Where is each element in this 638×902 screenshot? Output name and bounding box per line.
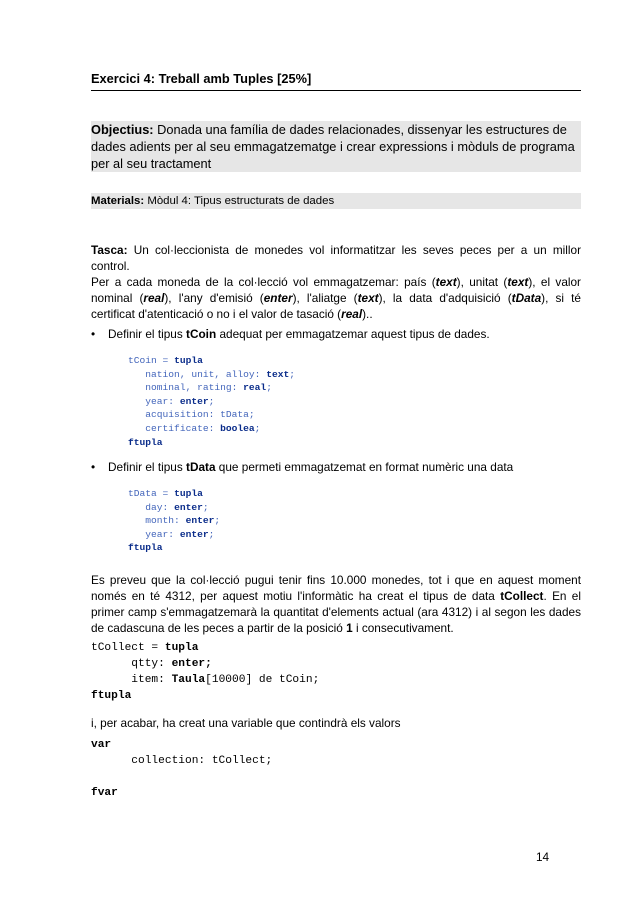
exercise-heading: Exercici 4: Treball amb Tuples [25%] bbox=[91, 71, 312, 86]
bullet-icon: • bbox=[91, 327, 96, 341]
code-tcollect: tCollect = tupla qtty: enter; item: Taula[10000] de tCoin; ftupla bbox=[91, 642, 320, 702]
code-tdata: tData = tupla day: enter; month: enter; year: enter; ftupla bbox=[128, 488, 221, 554]
bullet-icon: • bbox=[91, 460, 96, 474]
materials-text: Mòdul 4: Tipus estructurats de dades bbox=[144, 195, 335, 207]
page-number: 14 bbox=[536, 850, 550, 864]
materials-box bbox=[91, 193, 581, 209]
heading-rule bbox=[91, 90, 581, 91]
objectives-label: Objectius: bbox=[91, 122, 154, 137]
task-label: Tasca: bbox=[91, 243, 128, 257]
code-tcoin: tCoin = tupla nation, unit, alloy: text; nominal, rating: real; year: enter; acquisition: tData; certificate: boolea; ftupla bbox=[128, 355, 295, 448]
materials-label: Materials: bbox=[91, 195, 145, 207]
task-paragraph: Tasca: Un col·leccionista de monedes vol informatitzar les seves peces per a un millor control. Per a cada moneda de la col·lecció vol emmagatzemar: país (text), unitat (text), el valor nominal (real), l'any d'emisió (enter), l'aliatge (text), la data d'adquisició (tData), si té certificat d'atenticació o no i el valor de tasació (real).. bbox=[91, 243, 581, 321]
code-var: var collection: tCollect; fvar bbox=[91, 739, 273, 799]
variable-paragraph: i, per acabar, ha creat una variable que contindrà els valors bbox=[91, 716, 401, 730]
objectives-text: Donada una família de dades relacionades, dissenyar les estructures de dades adients per al seu emmagatzematge i crear expressions i mòduls de programa per al seu tractament bbox=[91, 122, 575, 171]
objectives-box bbox=[91, 121, 581, 172]
collection-paragraph: Es preveu que la col·lecció pugui tenir fins 10.000 monedes, tot i que en aquest moment només en té 4312, per aquest motiu l'informàtic ha creat el tipus de data tCollect. En el primer camp s'emmagatzemarà la quantitat d'elements actual (ara 4312) i al segon les dades de cadascuna de les peces a partir de la posició 1 i consecutivament. bbox=[91, 573, 581, 635]
